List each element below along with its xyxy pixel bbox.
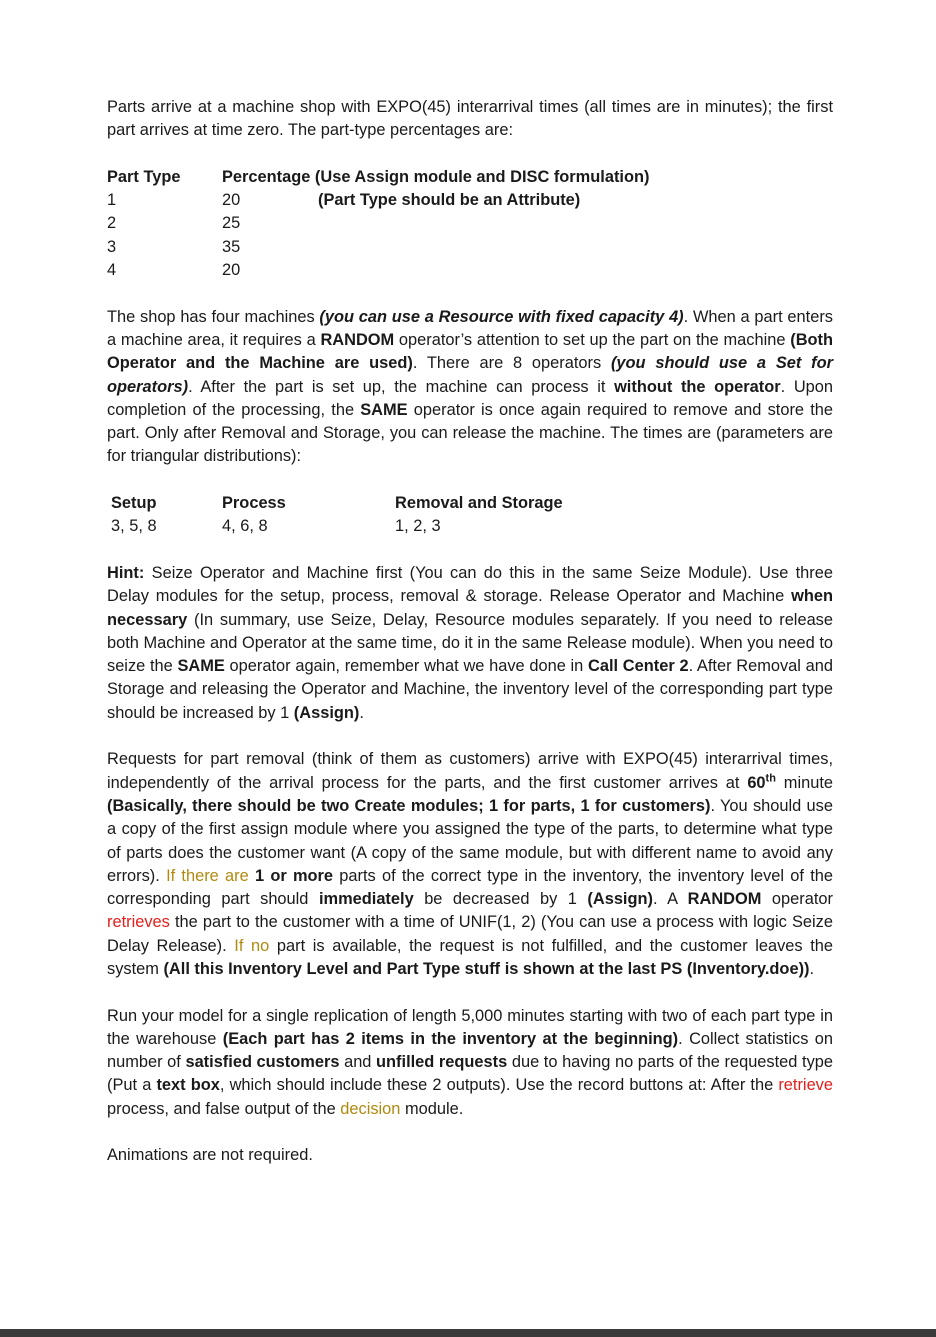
hint-paragraph: Hint: Seize Operator and Machine first (You can do this in the same Seize Module). Use three Delay modules for the setup, process, removal & storage. Release Operator and Machine when necessary (In summary, use Seize, Delay, Resource modules separately. If you need to release both Machine and Operator at the same time, do it in the same Release module). When you need to seize the SAME operator again, remember what we have done in Call Center 2. After Removal and Storage and releasing the Operator and Machine, the inventory level of the corresponding part type should be increased by 1 (Assign). [107, 563, 833, 722]
table-row [107, 236, 649, 259]
removal-value: 1, 2, 3 [395, 517, 441, 536]
part-type-cell: 2 [107, 214, 117, 233]
document-page [107, 96, 833, 1168]
process-value: 4, 6, 8 [222, 517, 268, 536]
table-header-row [107, 166, 649, 189]
bottom-bar [0, 1329, 936, 1337]
setup-header: Setup [111, 494, 157, 513]
part-type-header: Part Type [107, 167, 181, 186]
times-table [111, 492, 563, 539]
process-header: Process [222, 494, 286, 513]
percentage-cell: 20 [222, 261, 241, 280]
part-type-cell: 3 [107, 237, 117, 256]
run-paragraph: Run your model for a single replication of length 5,000 minutes starting with two of each part type in the warehouse (Each part has 2 items in the inventory at the beginning). Collect statistics on number of satisfied customers and unfilled requests due to having no parts of the requested type (Put a text box, which should include these 2 outputs). Use the record buttons at: After the retrieve process, and false output of the decision module. [107, 1006, 834, 1118]
table-row [107, 259, 649, 282]
percentage-cell: 25 [222, 214, 241, 233]
part-type-table [107, 166, 649, 282]
table-header-row [111, 492, 563, 515]
percentage-cell: 20 [222, 191, 241, 210]
table-row [107, 189, 649, 212]
closing-paragraph: Animations are not required. [107, 1146, 313, 1165]
part-type-cell: 1 [107, 191, 117, 210]
machines-paragraph: The shop has four machines (you can use a Resource with fixed capacity 4). When a part enters a machine area, it requires a RANDOM operator’s attention to set up the part on the machine (Both Operator and the Machine are used). There are 8 operators (you should use a Set for operators). After the part is set up, the machine can process it without the operator. Upon completion of the processing, the SAME operator is once again required to remove and store the part. Only after Removal and Storage, you can release the machine. The times are (parameters are for triangular distributions): [107, 307, 834, 466]
attribute-note: (Part Type should be an Attribute) [318, 191, 581, 210]
table-row [107, 212, 649, 235]
percentage-cell: 35 [222, 237, 241, 256]
setup-value: 3, 5, 8 [111, 517, 157, 536]
percentage-header: Percentage (Use Assign module and DISC formulation) [222, 167, 650, 186]
table-row [111, 515, 563, 538]
removal-header: Removal and Storage [395, 494, 563, 513]
part-type-cell: 4 [107, 261, 117, 280]
intro-paragraph: Parts arrive at a machine shop with EXPO(45) interarrival times (all times are in minutes); the first part arrives at time zero. The part-type percentages are: [107, 98, 833, 140]
requests-paragraph: Requests for part removal (think of them as customers) arrive with EXPO(45) interarrival times, independently of the arrival process for the parts, and the first customer arrives at 60th minute (Basically, there should be two Create modules; 1 for parts, 1 for customers). You should use a copy of the first assign module where you assigned the type of the parts, to determine what type of parts does the customer want (A copy of the same module, but with different name to avoid any errors). If there are 1 or more parts of the correct type in the inventory, the inventory level of the corresponding part should immediately be decreased by 1 (Assign). A RANDOM operator retrieves the part to the customer with a time of UNIF(1, 2) (You can use a process with logic Seize Delay Release). If no part is available, the request is not fulfilled, and the customer leaves the system (All this Inventory Level and Part Type stuff is shown at the last PS (Inventory.doe)). [107, 750, 834, 978]
